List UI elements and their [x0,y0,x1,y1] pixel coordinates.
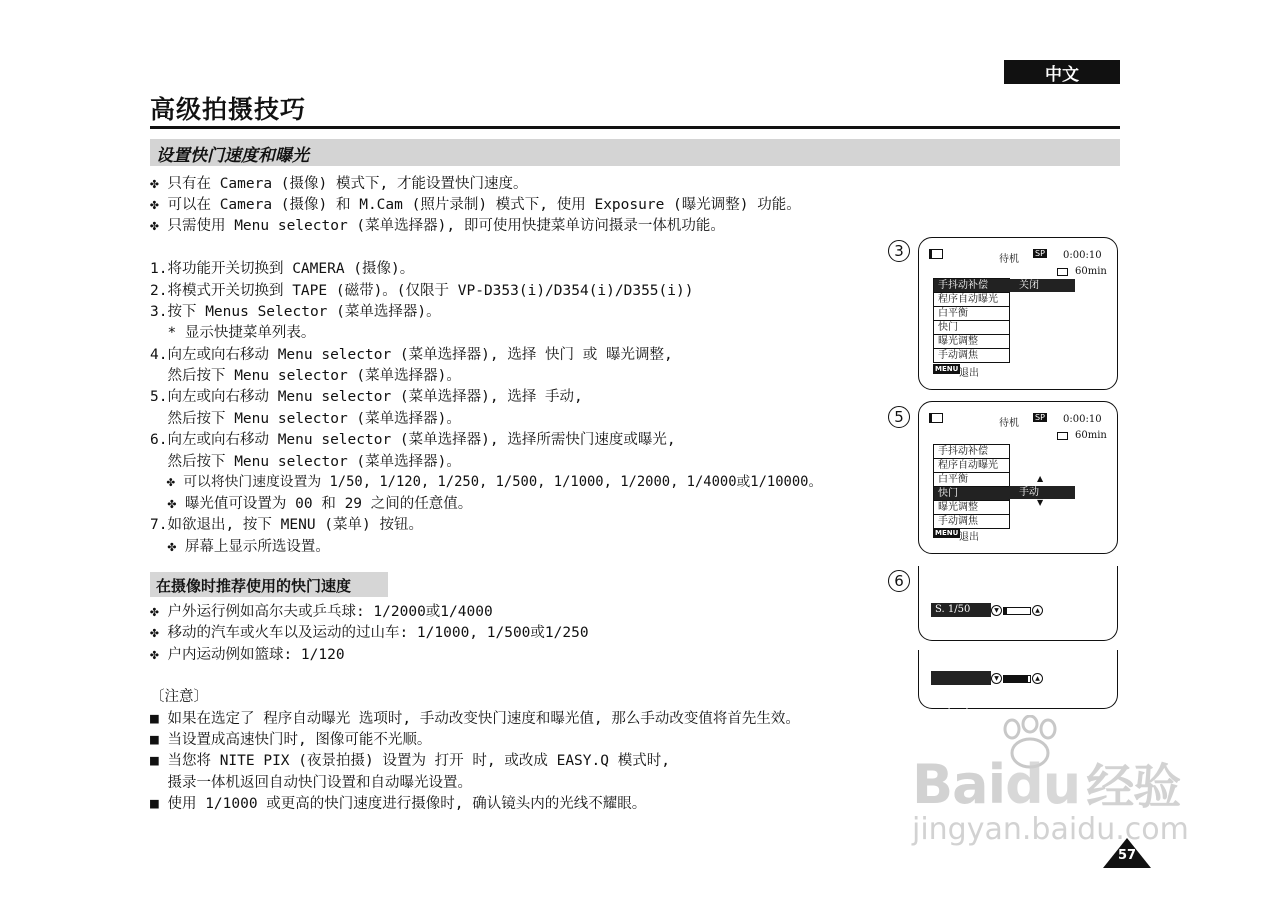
intro-bullet: ✤ 只有在 Camera (摄像) 模式下, 才能设置快门速度。 [150,176,528,192]
note-item: ■ 当设置成高速快门时, 图像可能不光顺。 [150,732,432,748]
step-line: 然后按下 Menu selector (菜单选择器)。 [150,411,461,427]
menu-item[interactable]: 手抖动补偿 [934,445,1009,459]
step-line: 2.将模式开关切换到 TAPE (磁带)。(仅限于 VP-D353(i)/D354(i)/D355(i)) [150,283,694,299]
up-arrow-icon: ▲ [1037,474,1044,483]
down-button-icon: ▼ [991,673,1002,684]
step-line: 6.向左或向右移动 Menu selector (菜单选择器), 选择所需快门速度或曝光, [150,432,676,448]
down-arrow-icon: ▼ [1037,498,1044,507]
quick-menu [933,444,1010,529]
menu-item[interactable]: 快门 [934,321,1009,335]
watermark-brand: Baidu 经验 [912,753,1181,816]
exposure-slider [1003,675,1031,683]
camera-screen-fig5 [918,401,1118,554]
recommend-item: ✤ 户外运行例如高尔夫或乒乓球: 1/2000或1/4000 [150,604,493,620]
step-line: ✤ 屏幕上显示所选设置。 [150,539,330,555]
menu-button-icon: MENU [935,529,959,537]
sp-badge: SP [1035,413,1045,422]
remaining-time: 60min [1075,266,1107,277]
menu-item[interactable]: 曝光调整 [934,335,1009,349]
step-line: 然后按下 Menu selector (菜单选择器)。 [150,368,461,384]
menu-item[interactable]: 白平衡 [934,307,1009,321]
step-line: 3.按下 Menus Selector (菜单选择器)。 [150,304,441,320]
timecode: 0:00:10 [1063,414,1102,425]
menu-item[interactable]: 程序自动曝光 [934,459,1009,473]
figure-number: 3 [888,240,910,262]
up-button-icon: ▲ [1032,673,1043,684]
page-number: 57 [1117,848,1137,863]
down-button-icon: ▼ [991,605,1002,616]
quick-menu [933,278,1010,363]
aperture-icon: ✿ [947,686,957,697]
shutter-screen [918,566,1118,641]
tape-icon [1057,268,1068,276]
battery-icon [929,413,943,423]
menu-item[interactable]: 程序自动曝光 [934,293,1009,307]
step-line: 4.向左或向右移动 Menu selector (菜单选择器), 选择 快门 或 曝光调整, [150,347,673,363]
step-line: * 显示快捷菜单列表。 [150,325,316,341]
menu-item[interactable]: 快门 [934,487,1009,501]
menu-value: 手动 [1009,486,1075,499]
section-title: 设置快门速度和曝光 [156,146,309,166]
menu-item[interactable]: 曝光调整 [934,501,1009,515]
intro-bullet: ✤ 只需使用 Menu selector (菜单选择器), 即可使用快捷菜单访问摄录一体机功能。 [150,218,725,234]
step-line: ✤ 曝光值可设置为 00 和 29 之间的任意值。 [150,496,473,512]
menu-button-icon: MENU [935,365,959,373]
camera-screen-fig3 [918,237,1118,390]
exposure-screen [918,650,1118,709]
note-item: ■ 当您将 NITE PIX (夜景拍摄) 设置为 打开 时, 或改成 EASY.Q 模式时, [150,753,670,769]
language-tab: 中文 [1004,60,1120,84]
timecode: 0:00:10 [1063,250,1102,261]
step-line: 然后按下 Menu selector (菜单选择器)。 [150,454,461,470]
exit-label: 退出 [959,532,979,543]
watermark-url: jingyan.baidu.com [912,812,1189,847]
status-text: 待机 [999,254,1019,265]
remaining-time: 60min [1075,430,1107,441]
step-line: 1.将功能开关切换到 CAMERA (摄像)。 [150,261,415,277]
menu-value: 关闭 [1009,279,1075,292]
page-title: 高级拍摄技巧 [150,95,307,124]
note-item: ■ 如果在选定了 程序自动曝光 选项时, 手动改变快门速度和曝光值, 那么手动改变值将首先生效。 [150,711,800,727]
notes-heading: 〔注意〕 [150,689,208,705]
status-text: 待机 [999,418,1019,429]
sp-badge: SP [1035,249,1045,258]
tape-icon [1057,432,1068,440]
menu-item[interactable]: 手动调焦 [938,516,978,527]
recommend-item: ✤ 户内运动例如篮球: 1/120 [150,647,345,663]
battery-icon [929,249,943,259]
shutter-slider [1003,607,1031,615]
step-line: ✤ 可以将快门速度设置为 1/50, 1/120, 1/250, 1/500, 1/1000, 1/2000, 1/4000或1/10000。 [150,474,823,490]
menu-item[interactable]: 手动调焦 [938,350,978,361]
menu-item[interactable]: 手抖动补偿 [934,279,1009,293]
menu-item[interactable]: 白平衡 [934,473,1009,487]
recommend-item: ✤ 移动的汽车或火车以及运动的过山车: 1/1000, 1/500或1/250 [150,625,589,641]
note-item: ■ 使用 1/1000 或更高的快门速度进行摄像时, 确认镜头内的光线不耀眼。 [150,796,647,812]
exposure-value: [29] [947,700,969,711]
exposure-value-box [931,671,991,711]
title-rule [150,126,1120,129]
figure-number: 6 [888,570,910,592]
step-line: 7.如欲退出, 按下 MENU (菜单) 按钮。 [150,517,423,533]
note-item: 摄录一体机返回自动快门设置和自动曝光设置。 [150,775,472,791]
shutter-value: S. 1/50 [931,603,991,617]
intro-bullet: ✤ 可以在 Camera (摄像) 和 M.Cam (照片录制) 模式下, 使用 Exposure (曝光调整) 功能。 [150,197,801,213]
exit-label: 退出 [959,368,979,379]
figure-number: 5 [888,406,910,428]
subsection-title: 在摄像时推荐使用的快门速度 [156,577,352,595]
up-button-icon: ▲ [1032,605,1043,616]
step-line: 5.向左或向右移动 Menu selector (菜单选择器), 选择 手动, [150,389,583,405]
